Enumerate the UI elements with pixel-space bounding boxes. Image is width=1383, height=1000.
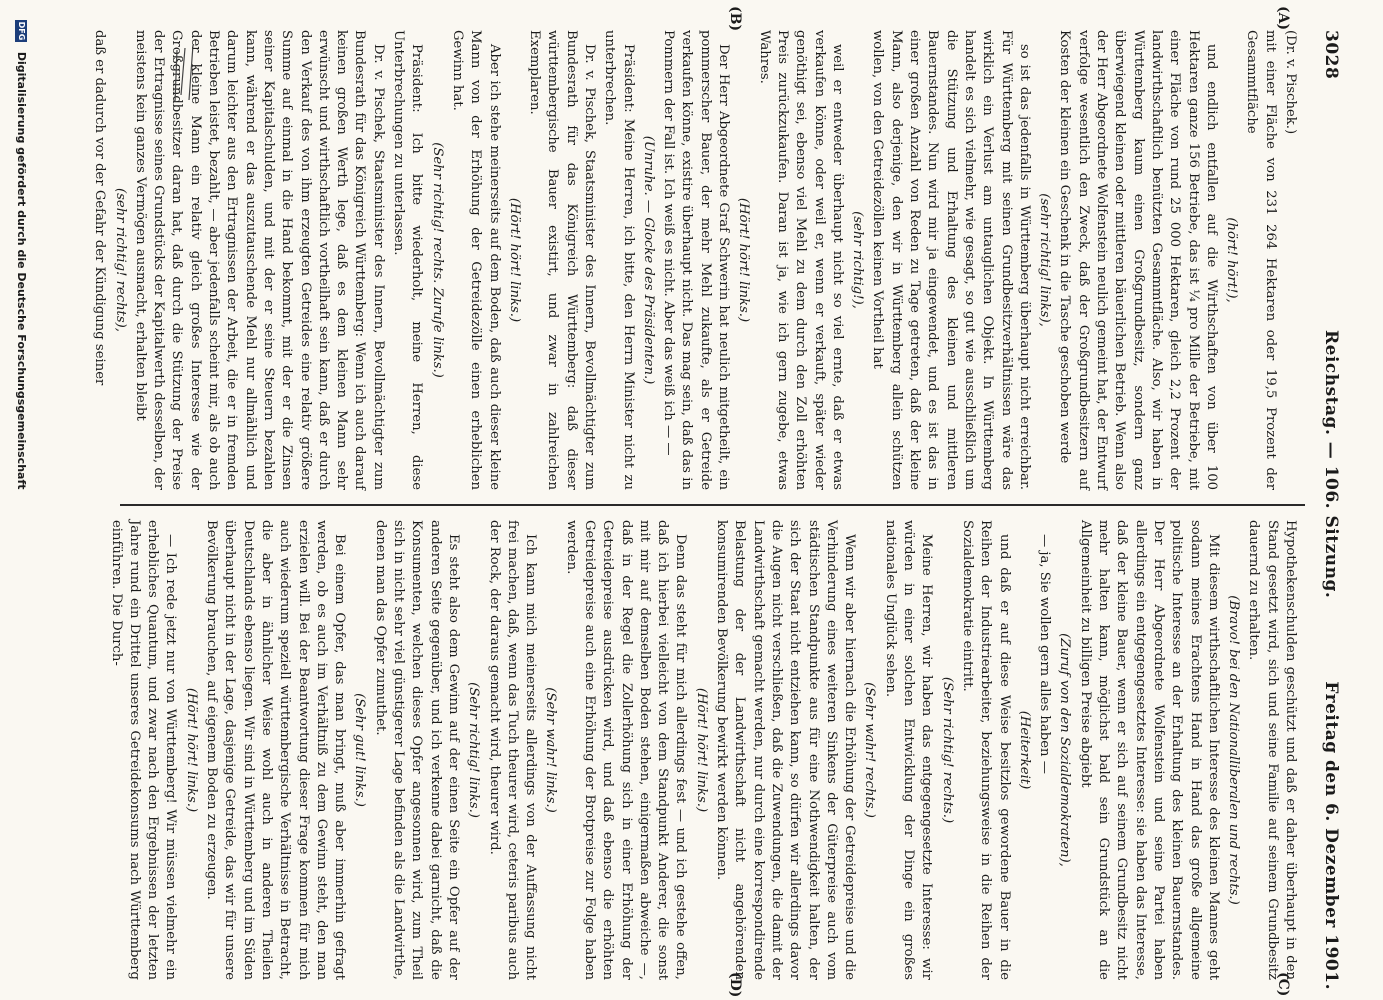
column-divider [120,504,1305,506]
margin-marker-c: (C) [1275,972,1291,997]
paragraph: Mit diesem wirthschaftlichen Interesse des kleinen Mannes geht sodann meines Erachtens Hand in Hand das große allgemeine politische Interesse an der Erhaltung des kleinen Bauernstandes. Der Herr Abgeordnete Wolfenstein und seine Partei haben allerdings ein entgegengesetztes Interesse: sie haben das Interesse, daß der kleine Bauer, wenn er sich auf seinem Grundbesitz nicht mehr halten kann, möglichst bald sein Grundstück an die Allgemeinheit zu billigen Preise abgiebt [1077,520,1221,980]
interjection: (sehr richtig!), [850,211,866,309]
interjection: (Sehr richtig! rechts. Zurufe links.) [429,142,445,378]
interjection: (Zuruf von den Sozialdemokraten), [1057,633,1073,867]
page-footer [8,0,28,1000]
page-title: Reichstag. — 106. Sitzung. [1321,330,1341,599]
paragraph: Hypothekenschulden geschützt und daß er daher überhaupt in den Stand gesetzt wird, sich und seine Familie auf seinem Grundbesitz dauernd zu erhalten. [1246,520,1298,980]
interjection: (sehr richtig! links), [1037,193,1053,327]
paragraph: Bei einem Opfer, das man bringt, muß aber immerhin gefragt werden, ob es auch im Verhältniß zu dem Gewinn steht, den man erzielen will. Bei der Beantwortung dieser Frage kommen für mich auch wiederum speziell württembergische Verhältnisse in Betracht, die aber in ähnlicher Weise wohl auch in anderen Theilen Deutschlands ebenso liegen. Wir sind in Württemberg und im Süden überhaupt nicht in der Lage, dasjenige Getreide, das wir für unsere Bevölkerung brauchen, auf eigenem Boden zu erzeugen. [204,520,348,980]
paragraph: Wenn wir aber hiernach die Erhöhung der Getreidepreise und die Verhinderung eines weiteren Sinkens der Güterpreise auch vom städtischen Standpunkte aus für eine Nothwendigkeit halten, der sich der Staat nicht entziehen kann, so dürfen wir allerdings davor die Augen nicht verschließen, daß die Zuwendungen, die damit der Landwirthschaft gemacht werden, nur durch eine korrespondirende Belastung der der Landwirthschaft nicht angehörenden konsumirenden Bevölkerung bewirkt werden können. [714,520,858,980]
interjection: (Unruhe. — Glocke des Präsidenten.) [640,135,656,385]
paragraph: (Dr. v. Pischek.) [1283,30,1298,135]
interjection: (Hört! hört! links.) [736,197,752,323]
paragraph: daß er dadurch vor der Gefahr der Kündigung seiner [92,30,108,386]
page-header [1311,30,1341,990]
interjection: (Hört! hört! links.) [506,197,522,323]
paragraph: mit einer Fläche von 231 264 Hektaren oder 19,5 Prozent der Gesammtfläche [1244,30,1278,490]
margin-marker-b: (B) [727,6,743,32]
margin-scribble [133,40,203,110]
paragraph: Aber ich stehe meinerseits auf dem Boden, daß auch dieser kleine Mann von der Erhöhung der Getreidezölle einen erheblichen Gewinn hat. [449,30,502,490]
interjection: (Hört! hört! links.) [183,687,199,813]
paragraph: Meine Herren, wir haben das entgegengesetzte Interesse: wir würden in einer solchen Entwicklung der Dinge ein großes nationales Unglück sehen. [882,520,935,980]
right-text-column [108,520,1299,980]
interjection: (Bravo! bei den Nationalliberalen und rechts.) [1226,595,1242,905]
paragraph: so ist das jedenfalls in Württemberg überhaupt nicht erreichbar. Für Württemberg mit seinen Grundbesitzverhältnissen wäre das wirklich ein Verlust am untauglichen Objekt. In Württemberg handelt es sich vielmehr, wie gesagt, so gut wie ausschließlich um die Stützung und Erhaltung des kleinen und mittleren Bauernstandes. Nun wird mir ja eingewendet, und es ist das in einer großen Anzahl von Reden zu Tage getreten, daß der kleine Mann, also derjenige, den wir in Württemberg allein schützen wollen, von den Getreidezöllen keinen Vortheil hat [870,30,1032,490]
paragraph: Dr. v. Pischek, Staatsminister des Innern, Bevollmächtigter zum Bundesrath für das Königreich Württemberg: Wenn ich auch darauf keinen großen Werth lege, daß es dem kleinen Mann sehr erwünscht und wirthschaftlich vortheilhaft sein kann, daß er durch den Verkauf des von ihm erzeugten Getreides eine relativ größere Summe auf einmal in die Hand bekommt, mit der er die Zinsen seiner Kapitalschulden, und mit der er seine Steuern bezahlen kann, während er das auszutauschende Mehl nur allmählich und darum leichter aus den Ertragnissen der Arbeit, die er in fremden Betrieben leistet, bezahlt, — aber jedenfalls scheint mir, als ob auch der kleine Mann ein relativ gleich großes Interesse wie der Großgrundbesitzer daran hat, daß durch die Stützung der Preise der Ertragnisse seines Grundstücks der Kapitalwerth desselben, der meistens kein ganzes Vermögen ausmacht, erhalten bleibt [132,30,386,490]
left-text-column [92,30,1299,490]
interjection: (Sehr richtig! links.) [466,682,482,818]
margin-marker-a: (A) [1275,6,1291,31]
paragraph: Denn das steht für mich allerdings fest — und ich gestehe offen, daß ich hierbei vielleicht von dem Standpunkt Anderer, die sonst mit mir auf demselben Boden stehen, einigermaßen abweiche —, daß in der Regel die Zollerhöhung sich in einer Erhöhung der Getreidepreise ausdrücken wird, und daß ebenso die erhöhten Getreidepreise auch eine Erhöhung der Brotpreise zur Folge haben werden. [563,520,689,980]
paragraph: Präsident: Meine Herren, ich bitte, den Herrn Minister nicht zu unterbrechen. [602,30,636,490]
interjection: (Sehr richtig! rechts.) [939,676,955,824]
interjection: (Hört! hört! links.) [693,687,709,813]
paragraph: — Ich rede jetzt nur von Württemberg! Wir müssen vielmehr ein erhebliches Quantum, und zwar nach den Ergebnissen der letzten Jahre rund ein Drittel unseres Getreidekonsums nach Württemberg einführen. Die Durch- [108,520,179,980]
paragraph: und daß er auf diese Weise besitzlos gewordene Bauer in die Reihen der Industriearbeiter, beziehungsweise in die Reihen der Sozialdemokratie eintritt. [959,520,1012,980]
paragraph: Ich kann mich meinerseits allerdings von der Auffassung nicht frei machen, daß, wenn das Tuch theurer wird, ceteris paribus auch der Rock, der daraus gemacht wird, theurer wird. [486,520,539,980]
interjection: (Sehr wahr! rechts.) [862,682,878,818]
session-date: Freitag den 6. Dezember 1901. [1321,681,1341,990]
interjection: (sehr richtig! rechts), [112,188,128,332]
interjection: (Sehr gut! links.) [352,693,368,807]
dfg-logo: DFG [17,21,26,41]
paragraph: Präsident: Ich bitte wiederholt, meine Herren, diese Unterbrechungen zu unterlassen. [391,30,425,490]
interjection: (Sehr wahr! links.) [543,687,559,813]
page-number: 3028 [1321,30,1341,80]
paragraph: weil er entweder überhaupt nicht so viel ernte, daß er etwas verkaufen könne, oder weil er, wenn er verkauft, später wieder genöthigt sei, ebenso viel Mehl zu dem durch den Zoll erhöhten Preis zurückzukaufen. Daran ist ja, wie ich gern zugebe, etwas Wahres. [756,30,845,490]
margin-marker-d: (D) [727,972,743,998]
interjection: (hört! hört!), [1224,217,1240,303]
paragraph: Es steht also dem Gewinn auf der einen Seite ein Opfer auf der anderen Seite gegenüber, und ich verkenne dabei garnicht, daß die Konsumenten, welchen dieses Opfer angesonnen wird, zum Theil sich in nicht sehr viel günstigerer Lage befinden als die Landwirthe, denen man das Opfer zumuthet. [372,520,461,980]
paragraph: und endlich entfallen auf die Wirthschaften von über 100 Hektaren ganze 156 Betriebe, das ist ¼ pro Mille der Betriebe, mit einer Fläche von rund 25 000 Hektaren, gleich 2,2 Prozent der landwirthschaftlich benützten Gesammtfläche. Also, wir haben in Württemberg kaum einen Großgrundbesitz, sondern ganz überwiegend kleinen oder mittleren bäuerlichen Betrieb. Wenn also der Herr Abgeordnete Wolfenstein neulich gemeint hat, der Entwurf verfolge wesentlich den Zweck, daß der Großgrundbesitzern auf Kosten der kleinen ein Geschenk in die Tasche geschoben werde [1057,30,1219,490]
paragraph: — ja, Sie wollen gern alles haben — [1037,534,1053,774]
paragraph: Der Herr Abgeordnete Graf Schwerin hat neulich mitgetheilt, ein pommerscher Bauer, der mehr Mehl zukaufte, als er Getreide verkaufen könne, existire überhaupt nicht. Das mag sein, daß das in Pommern der Fall ist. Ich weiß es nicht. Aber das weiß ich — — [661,30,732,490]
paragraph: Dr. v. Pischek, Staatsminister des Innern, Bevollmächtigter zum Bundesrath für das Königreich Württemberg: daß dieser württembergische Bauer existirt, und zwar in zahlreichen Exemplaren. [527,30,598,490]
interjection: (Heiterkeit) [1016,710,1032,790]
funding-note: Digitalisierung gefördert durch die Deutsche Forschungsgemeinschaft [15,51,28,490]
